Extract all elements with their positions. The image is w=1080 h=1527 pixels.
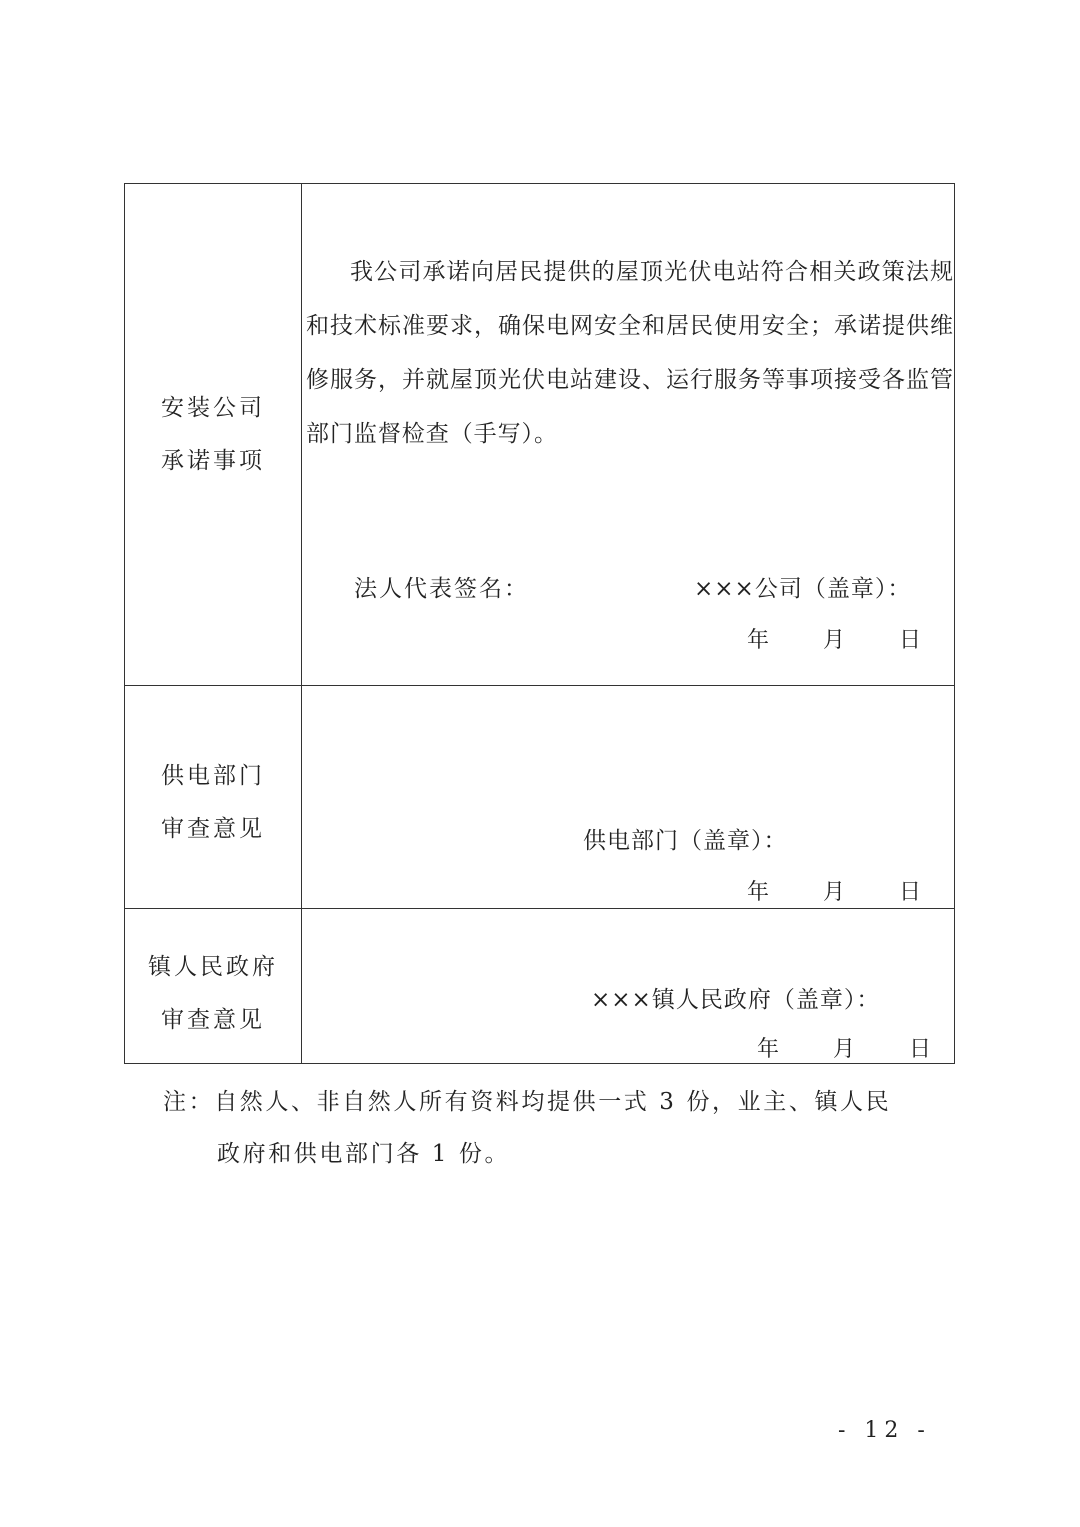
- installer-label-line1: 安装公司: [161, 394, 265, 421]
- power-dept-review-label: [125, 750, 301, 856]
- row-divider-1: [125, 685, 954, 686]
- page-number: - 12 -: [838, 1418, 931, 1443]
- power-dept-date: [747, 875, 921, 906]
- date-month: 月: [823, 628, 846, 653]
- date-year: 年: [747, 880, 770, 905]
- date-year: 年: [757, 1037, 780, 1062]
- legal-rep-signature-label: 法人代表签名：: [354, 576, 529, 602]
- date-day: 日: [899, 880, 922, 905]
- town-gov-label-line1: 镇人民政府: [148, 954, 278, 980]
- installer-commitment-label: [125, 184, 301, 685]
- power-dept-label-line2: 审查意见: [161, 816, 265, 842]
- footnote: [163, 1076, 923, 1180]
- date-month: 月: [833, 1037, 856, 1062]
- installer-label-line2: 承诺事项: [161, 447, 265, 474]
- town-gov-seal-label: ×××镇人民政府（盖章）：: [591, 987, 881, 1013]
- footnote-line1: 注：自然人、非自然人所有资料均提供一式 3 份，业主、镇人民: [163, 1089, 892, 1115]
- column-divider: [301, 184, 302, 1063]
- company-seal-label: ×××公司（盖章）：: [694, 576, 912, 602]
- approval-form-table: [124, 183, 955, 1064]
- footnote-line2: 政府和供电部门各 1 份。: [217, 1141, 511, 1167]
- town-gov-date: [757, 1032, 931, 1063]
- town-gov-label-line2: 审查意见: [161, 1007, 265, 1033]
- date-month: 月: [823, 880, 846, 905]
- commitment-text: 我公司承诺向居民提供的屋顶光伏电站符合相关政策法规和技术标准要求，确保电网安全和居民使用安全；承诺提供维修服务，并就屋顶光伏电站建设、运行服务等事项接受各监管部门监督检查（手写）。: [306, 259, 954, 447]
- date-year: 年: [747, 628, 770, 653]
- power-dept-label-line1: 供电部门: [161, 763, 265, 789]
- date-day: 日: [909, 1037, 932, 1062]
- date-day: 日: [899, 628, 922, 653]
- town-gov-review-label: [125, 941, 301, 1047]
- installer-date: [747, 623, 921, 654]
- power-dept-seal-label: 供电部门（盖章）：: [583, 828, 788, 854]
- row-divider-2: [125, 908, 954, 909]
